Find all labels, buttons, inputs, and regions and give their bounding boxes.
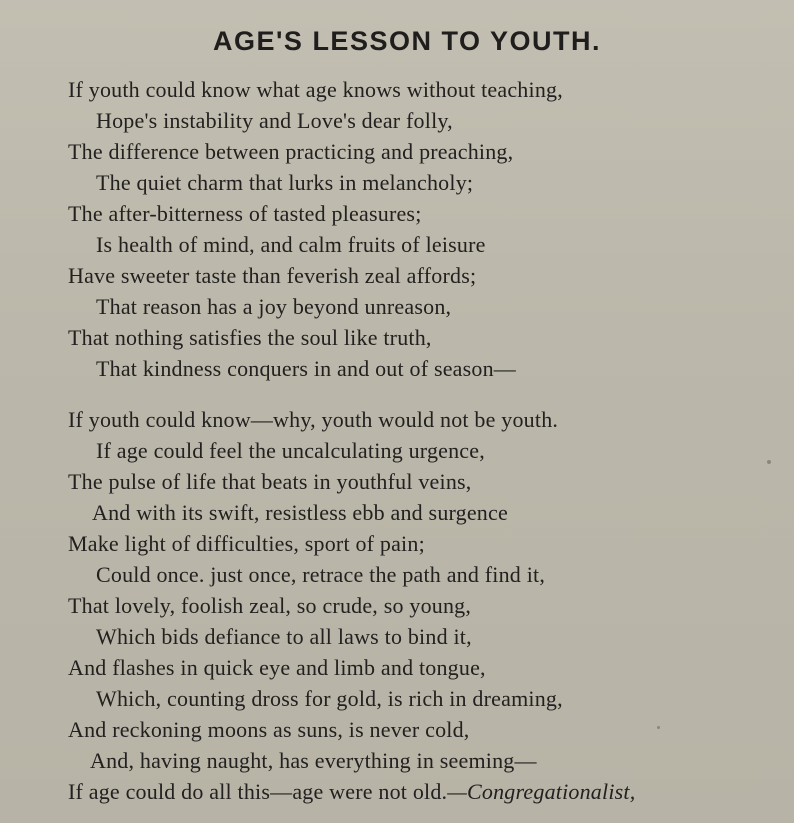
poem-line: The difference between practicing and preaching, <box>68 139 514 164</box>
poem-line: That lovely, foolish zeal, so crude, so young, <box>68 593 472 618</box>
poem-last-line <box>0 776 794 807</box>
poem-line: And, having naught, has everything in seeming— <box>90 748 537 773</box>
poem-line: If age could feel the uncalculating urgence, <box>96 438 485 463</box>
poem-line: Make light of difficulties, sport of pain; <box>68 531 425 556</box>
poem-line: Which, counting dross for gold, is rich in dreaming, <box>96 686 563 711</box>
poem-line: The quiet charm that lurks in melancholy; <box>96 170 474 195</box>
poem-line: That reason has a joy beyond unreason, <box>96 294 452 319</box>
poem-line: If youth could know—why, youth would not be youth. <box>68 407 559 432</box>
poem-line: Is health of mind, and calm fruits of leisure <box>96 232 486 257</box>
poem-line: That nothing satisfies the soul like truth, <box>68 325 432 350</box>
poem-line: Have sweeter taste than feverish zeal affords; <box>68 263 477 288</box>
stanza-1 <box>0 74 794 384</box>
poem-title: AGE'S LESSON TO YOUTH. <box>213 26 601 56</box>
attribution: —Congregationalist, <box>447 779 636 804</box>
last-line-text: If age could do all this—age were not old. <box>68 779 448 804</box>
poem-line: The after-bitterness of tasted pleasures; <box>68 201 422 226</box>
paper-speck <box>767 460 771 464</box>
stanza-2 <box>0 404 794 807</box>
poem-line: And with its swift, resistless ebb and surgence <box>92 500 508 525</box>
poem-line: Could once. just once, retrace the path and find it, <box>96 562 546 587</box>
poem-line: Which bids defiance to all laws to bind it, <box>96 624 472 649</box>
paper-speck <box>657 726 660 729</box>
poem-line: The pulse of life that beats in youthful veins, <box>68 469 472 494</box>
poem-line: And reckoning moons as suns, is never cold, <box>68 717 470 742</box>
poem-line: And flashes in quick eye and limb and tongue, <box>68 655 486 680</box>
poem-line: Hope's instability and Love's dear folly, <box>96 108 453 133</box>
poem-line: That kindness conquers in and out of season— <box>96 356 517 381</box>
poem-line: If youth could know what age knows without teaching, <box>68 77 563 102</box>
